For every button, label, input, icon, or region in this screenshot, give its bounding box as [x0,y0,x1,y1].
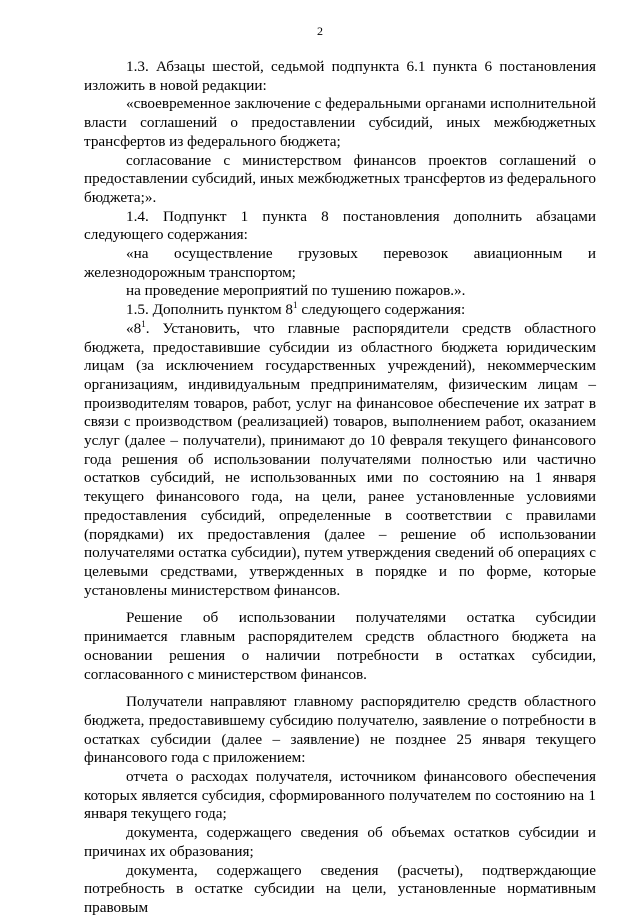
document-body [84,58,596,918]
paragraph-quote-agreements: «своевременное заключение с федеральными органами исполнительной власти соглашений о предоставлении субсидий, иных межбюджетных трансфертов из федерального бюджета; [84,95,596,150]
paragraph-decision: Решение об использовании получателями остатка субсидии принимается главным распорядителем средств областного бюджета на основании решения о наличии потребности в остатках субсидии, согласованного с министерством финансов. [84,609,596,683]
paragraph-calculations-document: документа, содержащего сведения (расчеты), подтверждающие потребность в остатке субсидии на цели, установленные нормативным правовым [84,861,596,916]
paragraph-recipients: Получатели направляют главному распорядителю средств областного бюджета, предоставившему субсидию получателю, заявление о потребности в остатках субсидии (далее – заявление) не позднее 25 января текущего финансового года с приложением: [84,693,596,767]
superscript-mark: 1 [141,318,146,329]
paragraph-8-1 [84,320,596,601]
paragraph-cargo-transport: «на осуществление грузовых перевозок авиационным и железнодорожным транспортом; [84,245,596,281]
superscript-mark: 1 [293,300,298,311]
paragraph-balances-document: документа, содержащего сведения об объемах остатков субсидии и причинах их образования; [84,824,596,860]
paragraph-1-5-before: 1.5. Дополнить пунктом 8 [126,301,294,319]
paragraph-1-3: 1.3. Абзацы шестой, седьмой подпункта 6.1 пункта 6 постановления изложить в новой редакции: [84,58,596,94]
paragraph-1-4: 1.4. Подпункт 1 пункта 8 постановления дополнить абзацами следующего содержания: [84,207,596,244]
page-number: 2 [317,24,323,38]
paragraph-approval-finance: согласование с министерством финансов проектов соглашений о предоставлении субсидий, иных межбюджетных трансфертов из федерального бюджета;». [84,151,596,206]
paragraph-8-1-before: «8 [126,319,142,337]
paragraph-1-5-after: следующего содержания: [297,301,466,319]
paragraph-1-5 [84,301,596,320]
paragraph-8-1-after: . Установить, что главные распорядители средств областного бюджета, предоставившие субсидии из областного бюджета юридическим лицам (за исключением государственных учреждений), некоммерческим организациям, индивидуальным предпринимателям, физическим лицам – производителям товаров, работ, услуг на финансовое обеспечение их затрат в связи с производством (реализацией) товаров, выполнением работ, оказанием услуг (далее – получатели), принимают до 10 февраля текущего финансового года решения об использовании получателями полностью или частично остатков субсидий, не использованных ими по состоянию на 1 января текущего финансового года, на цели, ранее установленные условиями предоставления субсидий, определенные в соответствии с правилами (порядками) их предоставления (далее – решение об использовании получателями остатка субсидии), путем утверждения сведений об операциях с целевыми средствами, утвержденных в порядке и по форме, которые установлены министерством финансов. [84,319,596,599]
paragraph-expense-report: отчета о расходах получателя, источником финансового обеспечения которых является субсидия, сформированного получателем по состоянию на 1 января текущего года; [84,768,596,823]
paragraph-fire-fighting: на проведение мероприятий по тушению пожаров.». [126,282,466,300]
